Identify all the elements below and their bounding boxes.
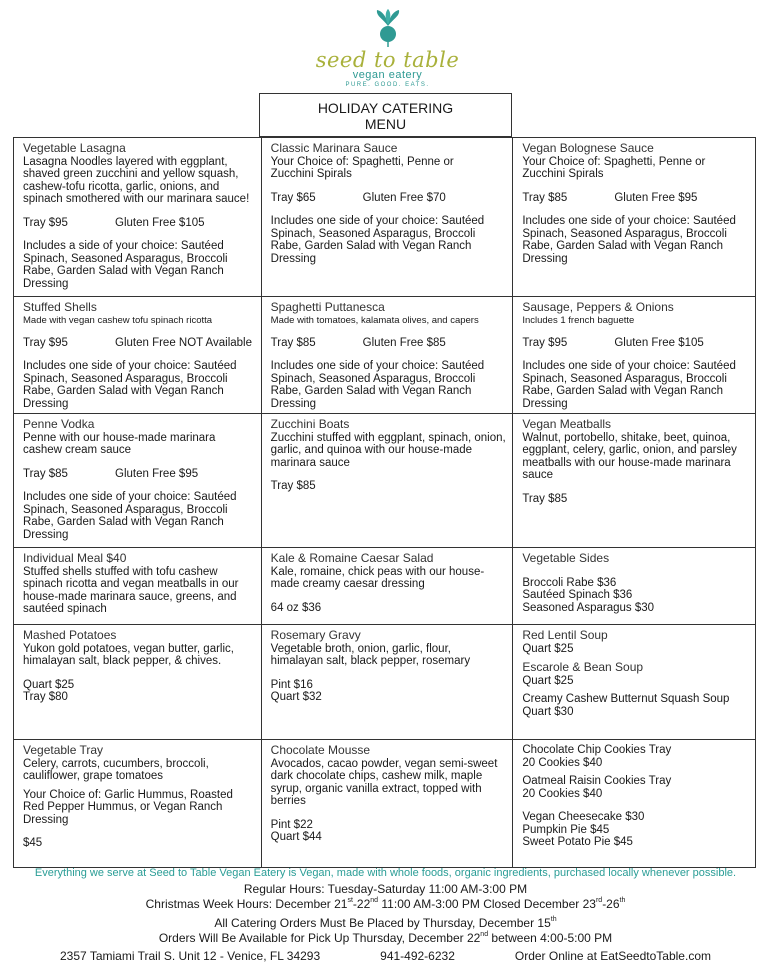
pint-price: Pint $22	[270, 818, 313, 831]
contact-line	[8, 949, 763, 964]
item-penne-vodka	[14, 414, 262, 548]
dessert-sweet-potato-pie: Sweet Potato Pie $45	[522, 836, 633, 848]
item-vegetable-lasagna	[14, 138, 262, 297]
menu-row	[14, 297, 756, 414]
side-line: Sautéed Spinach $36	[522, 589, 633, 601]
dessert-choc-chip: Chocolate Chip Cookies Tray	[522, 744, 672, 756]
order-deadline: All Catering Orders Must Be Placed by Thursday, December 15th	[214, 915, 557, 930]
item-title: Individual Meal $40	[23, 551, 127, 565]
item-prices	[23, 217, 255, 230]
quart-price: Quart $25	[23, 678, 75, 691]
menu-title	[259, 93, 512, 137]
item-title: Sausage, Peppers & Onions	[522, 300, 674, 314]
soup-price-squash: Quart $30	[522, 705, 574, 718]
item-vegetable-tray	[14, 740, 262, 868]
menu-row	[14, 138, 756, 297]
tray-price: Tray $95	[522, 336, 568, 349]
tray-price: Tray $85	[522, 492, 568, 505]
item-mashed-potatoes	[14, 625, 262, 740]
tray-price: Tray $95	[23, 216, 68, 229]
gluten-free-price: Gluten Free NOT Available	[115, 336, 253, 349]
brand-tagline: PURE. GOOD. EATS.	[345, 82, 430, 88]
item-desc: Zucchini stuffed with eggplant, spinach, onion, garlic, and quinoa with our house-made marinara sauce	[270, 431, 506, 469]
footer	[8, 866, 763, 964]
item-classic-marinara	[262, 138, 514, 297]
soup-price-lentil: Quart $25	[522, 642, 574, 655]
pint-price: Pint $16	[270, 678, 313, 691]
item-desc: Penne with our house-made marinara cashew cream sauce	[23, 431, 216, 456]
christmas-hours: Christmas Week Hours: December 21st-22nd 11:00 AM-3:00 PM Closed December 23rd-26th	[145, 897, 626, 911]
tray-price: Tray $85	[23, 467, 68, 480]
item-title: Vegan Meatballs	[522, 417, 612, 431]
item-title: Vegan Bolognese Sauce	[522, 141, 654, 155]
gluten-free-price: Gluten Free $105	[614, 336, 704, 349]
item-title: Stuffed Shells	[23, 300, 97, 314]
logo	[300, 8, 475, 96]
dip-choice: Your Choice of: Garlic Hummus, Roasted Red Pepper Hummus, or Vegan Ranch Dressing	[23, 788, 233, 826]
menu-grid	[13, 137, 756, 868]
gluten-free-price: Gluten Free $95	[614, 191, 698, 204]
item-vegan-meatballs	[513, 414, 756, 548]
item-desc: Yukon gold potatoes, vegan butter, garlic, himalayan salt, black pepper, & chives.	[23, 642, 234, 667]
dessert-cheesecake: Vegan Cheesecake $30	[522, 811, 645, 823]
item-soups	[513, 625, 756, 740]
item-prices	[522, 192, 749, 205]
item-desc: Walnut, portobello, shitake, beet, quinoa, eggplant, celery, garlic, onion, and parsley meatballs with our house-made marinara sauce	[522, 431, 737, 481]
tray-price: Tray $65	[270, 191, 316, 204]
menu-row	[14, 548, 756, 625]
item-rosemary-gravy	[262, 625, 514, 740]
item-sides: Includes one side of your choice: Sautéed Spinach, Seasoned Asparagus, Broccoli Rabe, Garden Salad with Vegan Ranch Dressing	[23, 491, 237, 541]
regular-hours: Regular Hours: Tuesday-Saturday 11:00 AM-3:00 PM	[243, 881, 528, 896]
menu-title-line1: HOLIDAY CATERING	[317, 100, 454, 116]
item-desserts	[513, 740, 756, 868]
item-desc: Celery, carrots, cucumbers, broccoli, cauliflower, grape tomatoes	[23, 757, 209, 782]
address: 2357 Tamiami Trail S. Unit 12 - Venice, FL 34293	[60, 948, 321, 963]
soup-title-lentil: Red Lentil Soup	[522, 628, 608, 642]
gluten-free-price: Gluten Free $85	[362, 336, 446, 349]
item-desc: Made with tomatoes, kalamata olives, and capers	[270, 314, 479, 326]
soup-price-escarole: Quart $25	[522, 674, 574, 687]
tray-price: Tray $85	[270, 336, 316, 349]
order-online-link[interactable]: Order Online at EatSeedtoTable.com	[514, 948, 711, 963]
brand-name: seed to table	[315, 48, 460, 72]
item-title: Vegetable Tray	[23, 743, 104, 757]
item-sausage-peppers-onions	[513, 297, 756, 414]
item-title: Spaghetti Puttanesca	[270, 300, 385, 314]
item-caesar-salad	[262, 548, 514, 625]
gluten-free-price: Gluten Free $105	[115, 216, 205, 229]
item-sides: Includes one side of your choice: Sautéed Spinach, Seasoned Asparagus, Broccoli Rabe, Garden Salad with Vegan Ranch Dressing	[270, 215, 485, 265]
side-line: Broccoli Rabe $36	[522, 576, 617, 589]
phone: 941-492-6232	[380, 948, 455, 963]
gluten-free-price: Gluten Free $95	[115, 467, 199, 480]
dessert-choc-chip-price: 20 Cookies $40	[522, 756, 603, 769]
tray-price: Tray $80	[23, 691, 68, 703]
tray-price: Tray $85	[270, 480, 316, 492]
item-prices	[23, 468, 255, 481]
quart-price: Quart $44	[270, 831, 322, 843]
vegan-statement: Everything we serve at Seed to Table Vegan Eatery is Vegan, made with whole foods, organic ingredients, purchased locally whenever possible.	[34, 867, 737, 879]
dessert-pumpkin-pie: Pumpkin Pie $45	[522, 823, 610, 836]
item-desc: Kale, romaine, chick peas with our house-made creamy caesar dressing	[270, 565, 485, 590]
item-title: Mashed Potatoes	[23, 628, 117, 642]
item-desc: Stuffed shells stuffed with tofu cashew spinach ricotta and vegan meatballs in our house-made marinara sauce, greens, and sautéed spinach	[23, 565, 239, 615]
menu-row	[14, 414, 756, 548]
item-desc: Lasagna Noodles layered with eggplant, shaved green zucchini and yellow squash, cashew-tofu ricotta, garlic, onions, and spinach smothered with our marinara sauce!	[23, 155, 250, 205]
item-zucchini-boats	[262, 414, 514, 548]
item-title: Vegetable Sides	[522, 551, 610, 565]
pickup-info: Orders Will Be Available for Pick Up Thursday, December 22nd between 4:00-5:00 PM	[158, 931, 613, 945]
item-title: Penne Vodka	[23, 417, 95, 431]
item-prices	[271, 192, 507, 205]
item-prices	[522, 337, 749, 350]
item-title: Kale & Romaine Caesar Salad	[270, 551, 434, 565]
tray-price: Tray $95	[23, 336, 68, 349]
item-title: Vegetable Lasagna	[23, 141, 126, 155]
dessert-oatmeal: Oatmeal Raisin Cookies Tray	[522, 775, 672, 787]
soup-title-squash: Creamy Cashew Butternut Squash Soup	[522, 693, 730, 705]
item-title: Rosemary Gravy	[270, 628, 361, 642]
item-individual-meal	[14, 548, 262, 625]
item-price: $45	[23, 837, 43, 849]
item-sides: Includes a side of your choice: Sautéed Spinach, Seasoned Asparagus, Broccoli Rabe, Garden Salad with Vegan Ranch Dressing	[23, 240, 228, 290]
item-vegan-bolognese	[513, 138, 756, 297]
item-desc: Vegetable broth, onion, garlic, flour, himalayan salt, black pepper, rosemary	[270, 642, 471, 667]
item-sides: Includes one side of your choice: Sautéed Spinach, Seasoned Asparagus, Broccoli Rabe, Garden Salad with Vegan Ranch Dressing	[522, 215, 736, 265]
item-desc: Avocados, cacao powder, vegan semi-sweet dark chocolate chips, cashew milk, maple syrup, organic vanilla extract, topped with berries	[270, 757, 498, 807]
item-desc: Includes 1 french baguette	[522, 314, 635, 326]
side-line: Seasoned Asparagus $30	[522, 601, 655, 614]
soup-title-escarole: Escarole & Bean Soup	[522, 660, 644, 674]
menu-title-line2: MENU	[364, 116, 407, 132]
dessert-oatmeal-price: 20 Cookies $40	[522, 787, 603, 800]
quart-price: Quart $32	[270, 691, 322, 703]
item-price: 64 oz $36	[270, 601, 322, 614]
item-sides: Includes one side of your choice: Sautéed Spinach, Seasoned Asparagus, Broccoli Rabe, Garden Salad with Vegan Ranch Dressing	[270, 360, 485, 410]
item-sides: Includes one side of your choice: Sautéed Spinach, Seasoned Asparagus, Broccoli Rabe, Garden Salad with Vegan Ranch Dressing	[23, 360, 237, 410]
menu-row	[14, 740, 756, 868]
radish-icon	[368, 8, 408, 48]
item-chocolate-mousse	[262, 740, 514, 868]
item-desc: Made with vegan cashew tofu spinach ricotta	[23, 314, 213, 326]
gluten-free-price: Gluten Free $70	[362, 191, 446, 204]
item-desc: Your Choice of: Spaghetti, Penne or Zucchini Spirals	[270, 155, 454, 180]
item-spaghetti-puttanesca	[262, 297, 514, 414]
brand-subtitle: vegan eatery	[352, 69, 423, 81]
item-desc: Your Choice of: Spaghetti, Penne or Zucchini Spirals	[522, 155, 706, 180]
item-title: Chocolate Mousse	[270, 743, 371, 757]
tray-price: Tray $85	[522, 191, 568, 204]
item-stuffed-shells	[14, 297, 262, 414]
item-prices	[23, 337, 255, 350]
item-title: Zucchini Boats	[270, 417, 350, 431]
item-vegetable-sides	[513, 548, 756, 625]
item-title: Classic Marinara Sauce	[270, 141, 398, 155]
item-prices	[271, 337, 507, 350]
menu-row	[14, 625, 756, 740]
item-sides: Includes one side of your choice: Sautéed Spinach, Seasoned Asparagus, Broccoli Rabe, Garden Salad with Vegan Ranch Dressing	[522, 360, 736, 410]
